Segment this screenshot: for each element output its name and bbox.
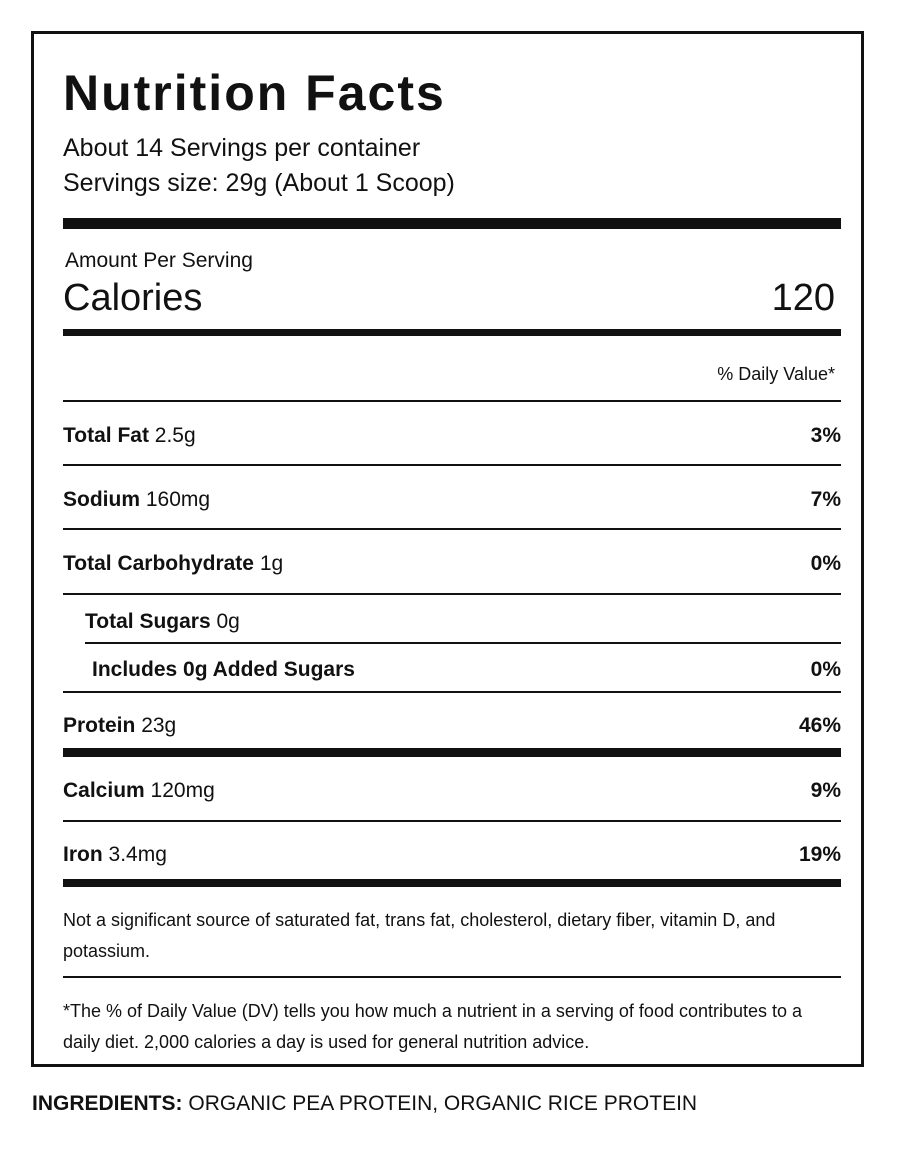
nutrition-facts-panel <box>31 31 864 1067</box>
nutrient-row-total-fat <box>63 421 841 451</box>
nutrient-dv: 0% <box>810 658 841 681</box>
ingredients-label: INGREDIENTS: <box>32 1092 183 1115</box>
medium-divider <box>63 329 841 336</box>
calories-label: Calories <box>63 277 203 319</box>
divider <box>63 528 841 530</box>
ingredients-text: ORGANIC PEA PROTEIN, ORGANIC RICE PROTEIN <box>188 1092 698 1115</box>
thick-divider <box>63 879 841 887</box>
not-significant-note: Not a significant source of saturated fat, trans fat, cholesterol, dietary fiber, vitamin D, and potassium. <box>63 910 776 961</box>
divider <box>63 400 841 402</box>
calories-value: 120 <box>771 277 835 319</box>
servings-per-container: About 14 Servings per container <box>63 134 421 162</box>
nutrient-name: Total Carbohydrate <box>63 552 254 575</box>
nutrient-dv: 3% <box>810 424 841 447</box>
nutrient-amount: 23g <box>141 714 177 737</box>
thick-divider <box>63 748 841 757</box>
divider <box>63 464 841 466</box>
daily-value-header: % Daily Value* <box>717 364 835 384</box>
nutrient-row-total-sugars <box>85 607 841 637</box>
nutrient-amount: 1g <box>259 552 284 575</box>
nutrient-row-protein <box>63 711 841 741</box>
nutrient-name: Calcium <box>63 779 145 802</box>
ingredients-line <box>32 1092 697 1116</box>
daily-value-footnote: *The % of Daily Value (DV) tells you how much a nutrient in a serving of food contributes to a daily diet. 2,000 calories a day is used for general nutrition advice. <box>63 1001 803 1052</box>
nutrient-name: Protein <box>63 714 136 737</box>
label-title: Nutrition Facts <box>63 65 446 121</box>
nutrient-dv: 9% <box>810 779 841 802</box>
divider <box>63 593 841 595</box>
divider <box>63 691 841 693</box>
nutrient-name: Sodium <box>63 488 140 511</box>
amount-per-serving: Amount Per Serving <box>65 249 253 272</box>
nutrient-amount: 120mg <box>150 779 215 802</box>
nutrient-name: Includes 0g Added Sugars <box>92 658 355 681</box>
nutrient-dv: 0% <box>810 552 841 575</box>
nutrient-row-added-sugars <box>92 655 841 685</box>
divider <box>63 820 841 822</box>
nutrient-dv: 46% <box>798 714 841 737</box>
nutrient-name: Iron <box>63 843 103 866</box>
nutrient-amount: 3.4mg <box>108 843 167 866</box>
nutrient-dv: 19% <box>798 843 841 866</box>
nutrient-name: Total Sugars <box>85 610 211 633</box>
nutrient-dv: 7% <box>810 488 841 511</box>
serving-size: Servings size: 29g (About 1 Scoop) <box>63 169 455 197</box>
nutrient-row-iron <box>63 840 841 870</box>
divider <box>85 642 841 644</box>
nutrient-amount: 2.5g <box>154 424 196 447</box>
thick-divider <box>63 218 841 229</box>
nutrient-name: Total Fat <box>63 424 149 447</box>
nutrient-amount: 0g <box>216 610 240 633</box>
nutrient-row-sodium <box>63 485 841 515</box>
nutrient-row-total-carbohydrate <box>63 549 841 579</box>
divider <box>63 976 841 978</box>
nutrient-amount: 160mg <box>145 488 211 511</box>
nutrient-row-calcium <box>63 776 841 806</box>
